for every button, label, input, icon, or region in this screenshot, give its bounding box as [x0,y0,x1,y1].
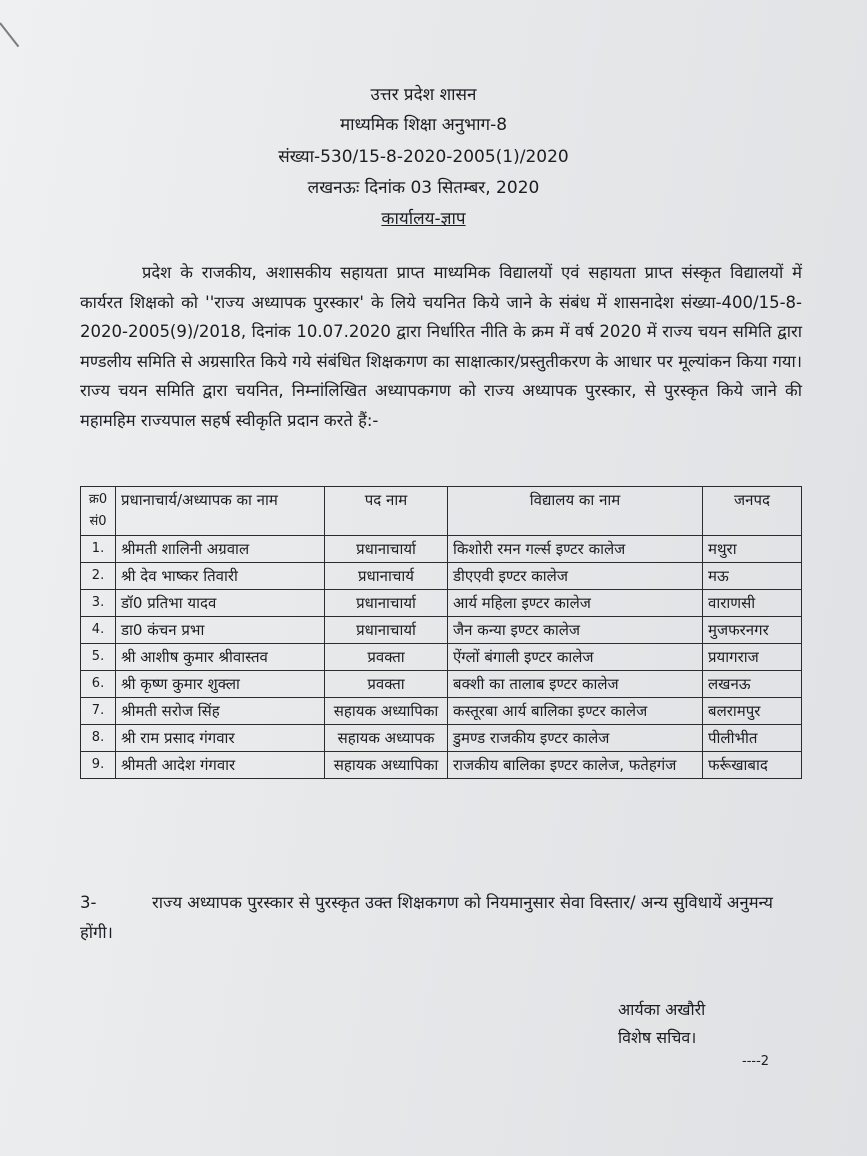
cell-school: जैन कन्या इण्टर कालेज [448,617,703,644]
cell-district: मुजफरनगर [703,617,802,644]
memo-title: कार्यालय-ज्ञाप [381,209,466,229]
table-row [81,725,802,752]
table-row [81,752,802,779]
cell-name: डॉ0 प्रतिभा यादव [116,590,325,617]
cell-name: श्रीमती सरोज सिंह [116,698,325,725]
clause-3 [80,888,800,948]
cell-post: सहायक अध्यापक [325,725,448,752]
cell-school: आर्य महिला इण्टर कालेज [448,590,703,617]
awardees-table [80,486,802,779]
cell-serial: 4. [81,617,116,644]
cell-serial: 6. [81,671,116,698]
cell-school: डीएएवी इण्टर कालेज [448,563,703,590]
cell-post: प्रधानाचार्या [325,617,448,644]
cell-district: बलरामपुर [703,698,802,725]
cell-district: लखनऊ [703,671,802,698]
table-row [81,698,802,725]
signatory-name: आर्यका अखौरी [618,1000,706,1019]
cell-post: सहायक अध्यापिका [325,752,448,779]
govt-title: उत्तर प्रदेश शासन [370,85,477,105]
table-row [81,590,802,617]
table-row [81,671,802,698]
cell-post: प्रधानाचार्या [325,536,448,563]
table-row [81,536,802,563]
clause-number: 3- [80,893,97,912]
cell-post: प्रवक्ता [325,671,448,698]
cell-name: श्री देव भाष्कर तिवारी [116,563,325,590]
cell-school: कस्तूरबा आर्य बालिका इण्टर कालेज [448,698,703,725]
table-row [81,617,802,644]
cell-post: प्रवक्ता [325,644,448,671]
cell-serial: 8. [81,725,116,752]
cell-district: मथुरा [703,536,802,563]
page-continuation-marker: ----2 [742,1054,770,1069]
col-school: विद्यालय का नाम [448,487,703,536]
clause-text: राज्य अध्यापक पुरस्कार से पुरस्कृत उक्त शिक्षकगण को नियमानुसार सेवा विस्तार/ अन्य सुविधायें अनुमन्य होंगी। [80,893,773,942]
paper-crease [0,22,19,47]
reference-number: संख्या-530/15-8-2020-2005(1)/2020 [278,147,569,167]
cell-name: श्री कृष्ण कुमार शुक्ला [116,671,325,698]
cell-serial: 9. [81,752,116,779]
cell-name: डा0 कंचन प्रभा [116,617,325,644]
col-post: पद नाम [325,487,448,536]
table-row [81,644,802,671]
cell-name: श्री राम प्रसाद गंगवार [116,725,325,752]
cell-post: प्रधानाचार्या [325,590,448,617]
cell-school: ऐंग्लों बंगाली इण्टर कालेज [448,644,703,671]
department-section: माध्यमिक शिक्षा अनुभाग-8 [339,115,508,135]
cell-school: राजकीय बालिका इण्टर कालेज, फतेहगंज [448,752,703,779]
cell-district: फर्रूखाबाद [703,752,802,779]
cell-school: डुमण्ड राजकीय इण्टर कालेज [448,725,703,752]
cell-post: सहायक अध्यापिका [325,698,448,725]
table-row [81,563,802,590]
cell-name: श्री आशीष कुमार श्रीवास्तव [116,644,325,671]
cell-district: पीलीभीत [703,725,802,752]
cell-district: प्रयागराज [703,644,802,671]
col-district: जनपद [703,487,802,536]
body-paragraph: प्रदेश के राजकीय, अशासकीय सहायता प्राप्त माध्यमिक विद्यालयों एवं सहायता प्राप्त संस्कृत विद्यालयों में कार्यरत शिक्षको को ''राज्य अध्यापक पुरस्कार' के लिये चयनित किये जाने के संबंध में शासनादेश संख्या-400/15-8-2020-2005(9)/2018, दिनांक 10.07.2020 द्वारा निर्धारित नीति के क्रम में वर्ष 2020 में राज्य चयन समिति द्वारा मण्डलीय समिति से अग्रसारित किये गये संबंधित शिक्षकगण का साक्षात्कार/प्रस्तुतीकरण के आधार पर मूल्यांकन किया गया। राज्य चयन समिति द्वारा चयनित, निम्नांलिखित अध्यापकगण को राज्य अध्यापक पुरस्कार, से पुरस्कृत किये जाने की महामहिम राज्यपाल सहर्ष स्वीकृति प्रदान करते हैं:- [80,263,802,430]
col-serial: क्र0 सं0 [81,487,116,536]
cell-district: मऊ [703,563,802,590]
cell-district: वाराणसी [703,590,802,617]
cell-serial: 3. [81,590,116,617]
cell-serial: 7. [81,698,116,725]
cell-name: श्रीमती शालिनी अग्रवाल [116,536,325,563]
cell-school: बक्शी का तालाब इण्टर कालेज [448,671,703,698]
cell-name: श्रीमती आदेश गंगवार [116,752,325,779]
table-header-row [81,487,802,536]
cell-post: प्रधानाचार्य [325,563,448,590]
cell-serial: 2. [81,563,116,590]
place-date: लखनऊः दिनांक 03 सितम्बर, 2020 [307,178,540,198]
signatory-designation: विशेष सचिव। [618,1028,697,1047]
cell-serial: 1. [81,536,116,563]
cell-serial: 5. [81,644,116,671]
col-name: प्रधानाचार्य/अध्यापक का नाम [116,487,325,536]
cell-school: किशोरी रमन गर्ल्स इण्टर कालेज [448,536,703,563]
